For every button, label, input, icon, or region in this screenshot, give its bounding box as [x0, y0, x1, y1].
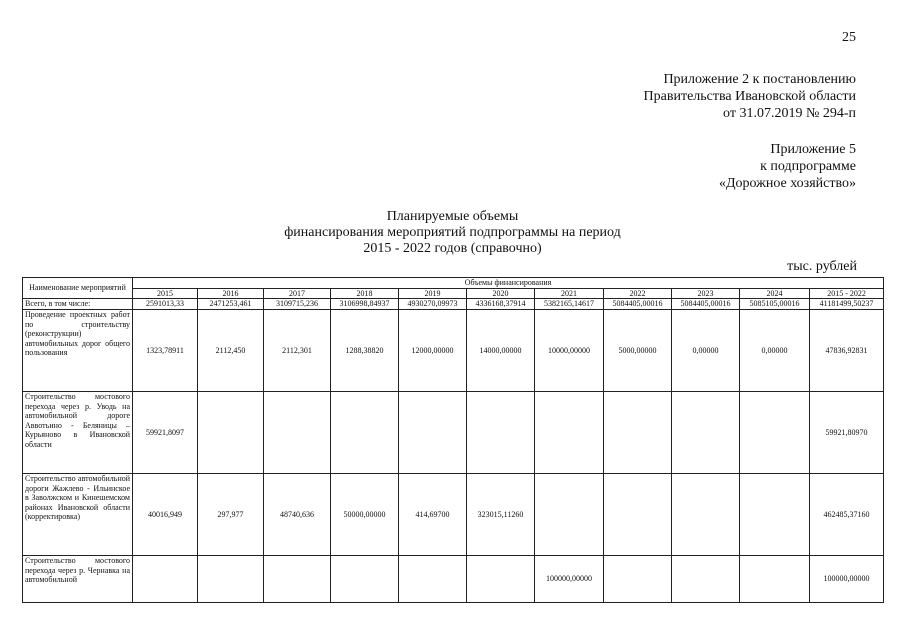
row-value — [604, 556, 672, 603]
document-title — [0, 209, 905, 257]
title-line3: 2015 - 2022 годов (справочно) — [363, 241, 542, 256]
financing-table — [22, 277, 884, 603]
appendix-2-line1: Приложение 2 к постановлению — [663, 72, 856, 87]
header-year: 2019 — [399, 288, 467, 299]
row-value: 4336168,37914 — [467, 299, 535, 310]
units-label: тыс. рублей — [787, 259, 857, 274]
header-name-cell: Наименование мероприятий — [23, 278, 133, 299]
row-value: 5084405,00016 — [672, 299, 740, 310]
row-value: 1323,78911 — [133, 310, 198, 392]
appendix-5-line2: к подпрограмме — [760, 159, 856, 174]
header-year: 2017 — [264, 288, 331, 299]
row-value: 5084405,00016 — [604, 299, 672, 310]
row-value: 12000,00000 — [399, 310, 467, 392]
row-total-value: 59921,80970 — [810, 392, 884, 474]
row-value: 2591013,33 — [133, 299, 198, 310]
header-year: 2016 — [198, 288, 264, 299]
row-name: Строительство мостового перехода через р. Чернавка на автомобильной — [23, 556, 133, 603]
row-value — [467, 392, 535, 474]
row-name: Проведение проектных работ по строительству (реконструкции) автомобильных дорог общего пользования — [23, 310, 133, 392]
row-value — [535, 392, 604, 474]
row-value — [264, 556, 331, 603]
appendix-2-header — [644, 71, 856, 122]
row-total-value: 462485,37160 — [810, 474, 884, 556]
row-value: 50000,00000 — [331, 474, 399, 556]
row-total-value: 47836,92831 — [810, 310, 884, 392]
row-value: 5085105,00016 — [740, 299, 810, 310]
row-value: 2471253,461 — [198, 299, 264, 310]
row-value: 100000,00000 — [535, 556, 604, 603]
row-value: 40016,949 — [133, 474, 198, 556]
row-value — [399, 556, 467, 603]
page-number: 25 — [842, 30, 856, 45]
row-value — [740, 474, 810, 556]
row-value: 14000,00000 — [467, 310, 535, 392]
header-year: 2022 — [604, 288, 672, 299]
row-value: 414,69700 — [399, 474, 467, 556]
table-row — [23, 392, 884, 474]
row-value: 2112,301 — [264, 310, 331, 392]
table-row-total — [23, 299, 884, 310]
header-year: 2021 — [535, 288, 604, 299]
header-year: 2018 — [331, 288, 399, 299]
row-total-value: 41181499,50237 — [810, 299, 884, 310]
header-group-cell: Объемы финансирования — [133, 278, 884, 289]
row-value — [331, 556, 399, 603]
row-value: 10000,00000 — [535, 310, 604, 392]
table-row — [23, 556, 884, 603]
header-year: 2024 — [740, 288, 810, 299]
row-value — [399, 392, 467, 474]
row-value — [467, 556, 535, 603]
title-line2: финансирования мероприятий подпрограммы на период — [284, 225, 621, 240]
appendix-5-header — [719, 141, 856, 192]
row-value — [672, 392, 740, 474]
header-year-total: 2015 - 2022 — [810, 288, 884, 299]
row-value — [604, 392, 672, 474]
row-value: 4930270,09973 — [399, 299, 467, 310]
row-value: 297,977 — [198, 474, 264, 556]
row-value: 5382165,14617 — [535, 299, 604, 310]
row-value — [672, 474, 740, 556]
table-row — [23, 310, 884, 392]
row-value — [672, 556, 740, 603]
appendix-2-line2: Правительства Ивановской области — [643, 89, 856, 104]
row-value: 0,00000 — [672, 310, 740, 392]
row-name: Всего, в том числе: — [23, 299, 133, 310]
row-value: 59921,8097 — [133, 392, 198, 474]
row-value — [740, 392, 810, 474]
row-value — [535, 474, 604, 556]
row-value: 2112,450 — [198, 310, 264, 392]
row-value — [133, 556, 198, 603]
row-value — [331, 392, 399, 474]
row-value: 0,00000 — [740, 310, 810, 392]
header-year: 2020 — [467, 288, 535, 299]
row-name: Строительство мостового перехода через р. Уводь на автомобильной дороге Аввотьино - Беляницы – Курьяново в Ивановской области — [23, 392, 133, 474]
header-year: 2015 — [133, 288, 198, 299]
row-value: 5000,00000 — [604, 310, 672, 392]
appendix-5-line3: «Дорожное хозяйство» — [718, 176, 856, 191]
appendix-2-line3: от 31.07.2019 № 294-п — [723, 106, 856, 121]
row-value: 3106998,84937 — [331, 299, 399, 310]
row-value — [740, 556, 810, 603]
row-value — [198, 392, 264, 474]
row-name: Строительство автомобильной дороги Жажлево - Ильинское в Заволжском и Кинешемском районах Ивановской области (корректировка) — [23, 474, 133, 556]
header-year: 2023 — [672, 288, 740, 299]
row-value — [604, 474, 672, 556]
title-line1: Планируемые объемы — [386, 209, 519, 224]
row-value: 48740,636 — [264, 474, 331, 556]
row-value: 323015,11260 — [467, 474, 535, 556]
row-value — [264, 392, 331, 474]
row-value: 1288,38820 — [331, 310, 399, 392]
table-row — [23, 474, 884, 556]
row-total-value: 100000,00000 — [810, 556, 884, 603]
row-value — [198, 556, 264, 603]
row-value: 3109715,236 — [264, 299, 331, 310]
appendix-5-line1: Приложение 5 — [770, 142, 856, 157]
